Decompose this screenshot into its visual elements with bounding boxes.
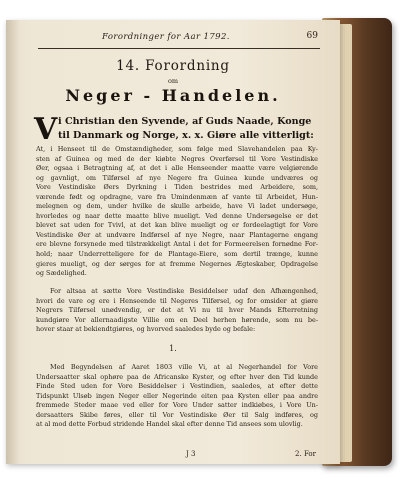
page-header: [46, 32, 322, 48]
lead-line-2: til Danmark og Norge, x. x. Giøre alle vitterligt:: [58, 130, 314, 141]
text-line: gieres mueligt, og der sørges for at fremme Negernes Ægteskaber, Opdragelse: [36, 259, 318, 268]
section-number: 1.: [169, 344, 177, 353]
paragraph-1: [36, 145, 318, 279]
text-line: For altsaa at sætte Vore Vestindiske Besiddelser udaf den Afhængenhed,: [50, 287, 318, 295]
text-line: ere blevne forsynede med tilstrækkeligt Antal i det for Formeerelsen fornødne For-: [36, 240, 318, 249]
page-title: Neger - Handelen.: [65, 86, 281, 105]
text-line: og Sædelighed.: [36, 269, 87, 278]
title-om: om: [167, 77, 179, 85]
text-line: melegnen og dem, under hvilke de skulle arbeide, have Vi ladet undersøge,: [36, 202, 318, 211]
paragraph-3: [36, 363, 318, 430]
text-line: og gavnligt, om Tilførsel af nye Negere fra Guinea kunde undværes og: [36, 173, 318, 182]
ordinance-number: 14. Forordning: [116, 58, 230, 74]
text-line: hold; naar Underretteligere for de Plantage-Eiere, som dertil trænge, kunne: [36, 250, 318, 259]
text-line: dersaatters Skibe føres, eller til Vor Vestindiske Øer til Salg indføres, og: [36, 410, 318, 419]
drop-cap: V: [34, 112, 58, 147]
text-line: kundgiøre Vor allernaadigste Villie om en Deel herhen hørende, som nu be-: [36, 315, 318, 324]
book-page: [6, 20, 340, 464]
text-line: Vestindiske Øer at undvære Indførsel af nye Negre, naar Plantagerne engang: [36, 230, 318, 239]
text-line: Tidspunkt Ulsøb ingen Neger eller Negerinde eiten paa Kysten eller paa andre: [36, 391, 318, 400]
page-footer: [36, 450, 322, 462]
text-line: Finde Sted uden for Vore Besiddelser i Vestindien, saaledes, at efter dette: [36, 382, 318, 391]
text-line: hvori de vare og ere i Henseende til Negeres Tilførsel, og for omsider at giøre: [36, 296, 318, 305]
text-line: fremmede Steder maae ved eller for Vore Under satter indkiøbes, i Vore Un-: [36, 401, 318, 410]
text-line: at al mod dette Forbud stridende Handel skal efter denne Tid ansees som ulovlig.: [36, 420, 303, 429]
text-line: Øer, ogsaa i Betragtning af, at det i alle Henseender maatte være velgiørende: [36, 164, 318, 173]
running-head: Forordninger for Aar 1792.: [102, 32, 230, 42]
text-line: blevet sat uden for Tvivl, at det kan blive mueligt og er fordeelagtigt for Vore: [36, 221, 318, 230]
paragraph-2: [36, 287, 318, 335]
header-rule: [38, 48, 320, 49]
page-number: 69: [306, 31, 318, 41]
text-line: sten af Guinea og med de der kiøbte Negres Overførsel til Vore Vestindiske: [36, 154, 318, 163]
catchword: 2. For: [295, 450, 316, 458]
text-line: At, i Henseet til de Omstændigheder, som følge med Slavehandelen paa Ky-: [36, 145, 318, 153]
text-line: Vore Vestindiske Øers Dyrkning i Tiden bestrides med Arbeidere, som,: [36, 183, 318, 192]
signature-mark: J 3: [186, 450, 196, 458]
text-line: Negrers Tilførsel unødvendig, er det at Vi nu til hver Mands Efterretning: [36, 306, 318, 315]
text-line: hover staar at bekiendtgiøres, og hvorved saaledes byde og befale:: [36, 325, 256, 334]
text-line: Undersaatter skal ophøre paa de Africanske Kyster, og efter hver den Tid kunde: [36, 372, 318, 381]
text-line: Med Begyndelsen af Aaret 1803 ville Vi, at al Negerhandel for Vore: [50, 363, 318, 371]
lead-line-1: i Christian den Syvende, af Guds Naade, Konge: [58, 116, 312, 127]
text-line: hvorledes og naar dette maatte blive mueligt. Ved denne Undersøgelse er det: [36, 211, 318, 220]
text-line: værende født og opdragne, vare fra Umindenmæn af vante til Arbeidet, Hun-: [36, 192, 318, 201]
